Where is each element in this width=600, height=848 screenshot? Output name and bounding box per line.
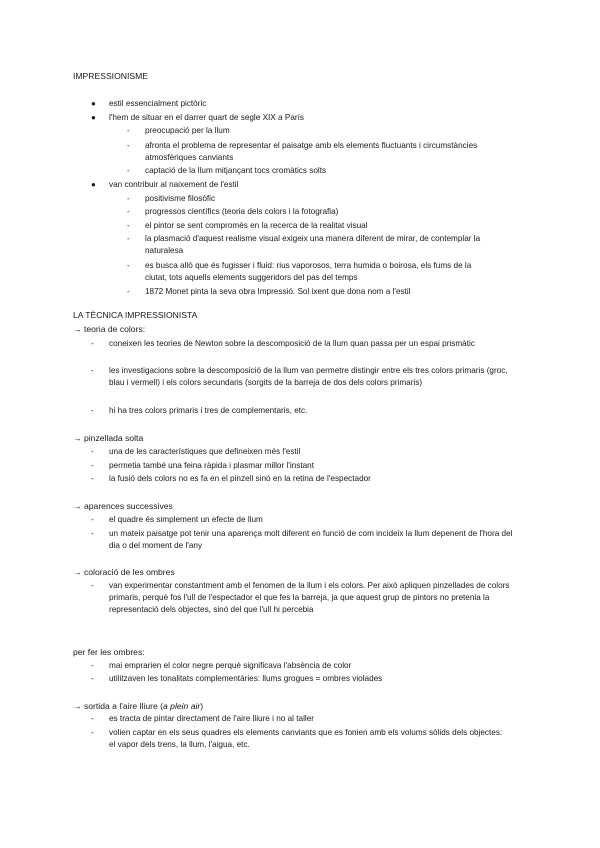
dash-icon: - xyxy=(91,474,94,483)
dash-icon: - xyxy=(127,126,130,135)
dash-icon: - xyxy=(127,141,130,150)
list-item: coneixen les teories de Newton sobre la descomposició de la llum quan passa per un espai prismàtic xyxy=(109,339,475,348)
list-item: un mateix paisatge pot tenir una aparença molt diferent en funció de com incideix la llum depenent de l'hora del dia o del moment de l'any xyxy=(109,529,513,550)
subsection-label-emphasis: a plein air xyxy=(163,701,201,711)
dash-icon: - xyxy=(91,447,94,456)
list-item: utilitzaven les tonalitats complementàries: llums grogues = ombres violades xyxy=(109,674,383,683)
dash-icon: - xyxy=(91,461,94,470)
list-item: una de les característiques que defineixen més l'estil xyxy=(109,447,301,456)
list-item: afronta el problema de representar el paisatge amb els elements fluctuants i circumstàncies atmosfèriques canviants xyxy=(145,141,478,162)
dash-icon: - xyxy=(91,339,94,348)
dash-icon: - xyxy=(127,207,130,216)
dash-icon: - xyxy=(91,674,94,683)
list-item: van experimentar constantment amb el fenomen de la llum i els colors. Per això apliquen pinzellades de colors primaris, perquè fos l'ull de l'espectador el que fes la barreja, ja que aquest grup de pintors no pretenia la representació dels objectes, sinó del que l'ull hi percebia xyxy=(109,581,510,614)
list-item: es busca allò que és fugisser i fluid: rius vaporosos, terra humida o boirosa, els fums de la ciutat, tots aquells elements suggeridors del pas del temps xyxy=(145,261,472,282)
list-item: captació de la llum mitjançant tocs cromàtics solts xyxy=(145,166,327,175)
dash-icon: - xyxy=(91,581,94,590)
dash-icon: - xyxy=(127,221,130,230)
subsection-title-coloracio xyxy=(73,566,175,578)
arrow-icon: → xyxy=(73,567,82,577)
page-title: IMPRESSIONISME xyxy=(73,71,148,81)
subsection-label: sortida a l'aire lliure ( xyxy=(83,701,163,711)
bullet-icon: ● xyxy=(91,180,96,189)
section-heading: LA TÈCNICA IMPRESSIONISTA xyxy=(73,310,198,320)
dash-icon: - xyxy=(91,406,94,415)
list-item: preocupació per la llum xyxy=(145,126,230,135)
list-item: mai emprarien el color negre perquè significava l'absència de color xyxy=(109,661,352,670)
list-item: el pintor se sent compromès en la recerca de la realitat visual xyxy=(145,221,368,230)
arrow-icon: → xyxy=(73,501,82,511)
subsection-label: coloració de les ombres xyxy=(83,567,175,577)
list-item: la fusió dels colors no es fa en el pinzell sinó en la retina de l'espectador xyxy=(109,474,371,483)
list-item: estil essencialment pictòric xyxy=(109,99,207,108)
subsection-title-ombres: per fer les ombres: xyxy=(73,647,145,657)
dash-icon: - xyxy=(127,261,130,270)
dash-icon: - xyxy=(127,194,130,203)
dash-icon: - xyxy=(91,661,94,670)
subsection-label: teoria de colors: xyxy=(83,324,146,334)
list-item: el quadre és simplement un efecte de llum xyxy=(109,515,263,524)
arrow-icon: → xyxy=(73,324,82,334)
list-item: permetia també una feina ràpida i plasmar millor l'instant xyxy=(109,461,314,470)
subsection-label-end: ) xyxy=(200,701,204,711)
dash-icon: - xyxy=(127,287,130,296)
subsection-title-aparences xyxy=(73,500,173,512)
list-item: positivisme filosòfic xyxy=(145,194,216,203)
dash-icon: - xyxy=(91,714,94,723)
dash-icon: - xyxy=(127,234,130,243)
list-item: van contribuir al naixement de l'estil xyxy=(109,180,239,189)
bullet-icon: ● xyxy=(91,113,96,122)
list-item: les investigacions sobre la descomposició de la llum van permetre distingir entre els tres colors primaris (groc, blau i vermell) i els colors secundaris (sorgits de la barreja de dos dels colors primaris) xyxy=(109,366,508,387)
list-item: hi ha tres colors primaris i tres de complementaris, etc. xyxy=(109,406,308,415)
dash-icon: - xyxy=(91,529,94,538)
list-item: es tracta de pintar directament de l'aire lliure i no al taller xyxy=(109,714,314,723)
list-item: la plasmació d'aquest realisme visual exigeix una manera diferent de mirar, de contemplar la naturalesa xyxy=(145,234,481,255)
bullet-icon: ● xyxy=(91,99,96,108)
dash-icon: - xyxy=(91,366,94,375)
subsection-title-sortida xyxy=(73,700,203,712)
list-item: volien captar en els seus quadres els elements canviants que es fonien amb els volums sòlids dels objectes: el vapor dels trens, la llum, l'aigua, etc. xyxy=(109,728,503,749)
subsection-label: pinzellada solta xyxy=(83,433,144,443)
dash-icon: - xyxy=(91,515,94,524)
dash-icon: - xyxy=(127,166,130,175)
list-item: 1872 Monet pinta la seva obra Impressió. Sol ixent que dona nom a l'estil xyxy=(145,287,411,296)
dash-icon: - xyxy=(91,728,94,737)
list-item: progressos científics (teoria dels colors i la fotografia) xyxy=(145,207,339,216)
list-item: l'hem de situar en el darrer quart de segle XIX a París xyxy=(109,113,304,122)
subsection-title-pinzellada xyxy=(73,432,143,444)
arrow-icon: → xyxy=(73,433,82,443)
subsection-label: aparences successives xyxy=(83,501,173,511)
subsection-title-teoria xyxy=(73,323,145,335)
arrow-icon: → xyxy=(73,701,82,711)
